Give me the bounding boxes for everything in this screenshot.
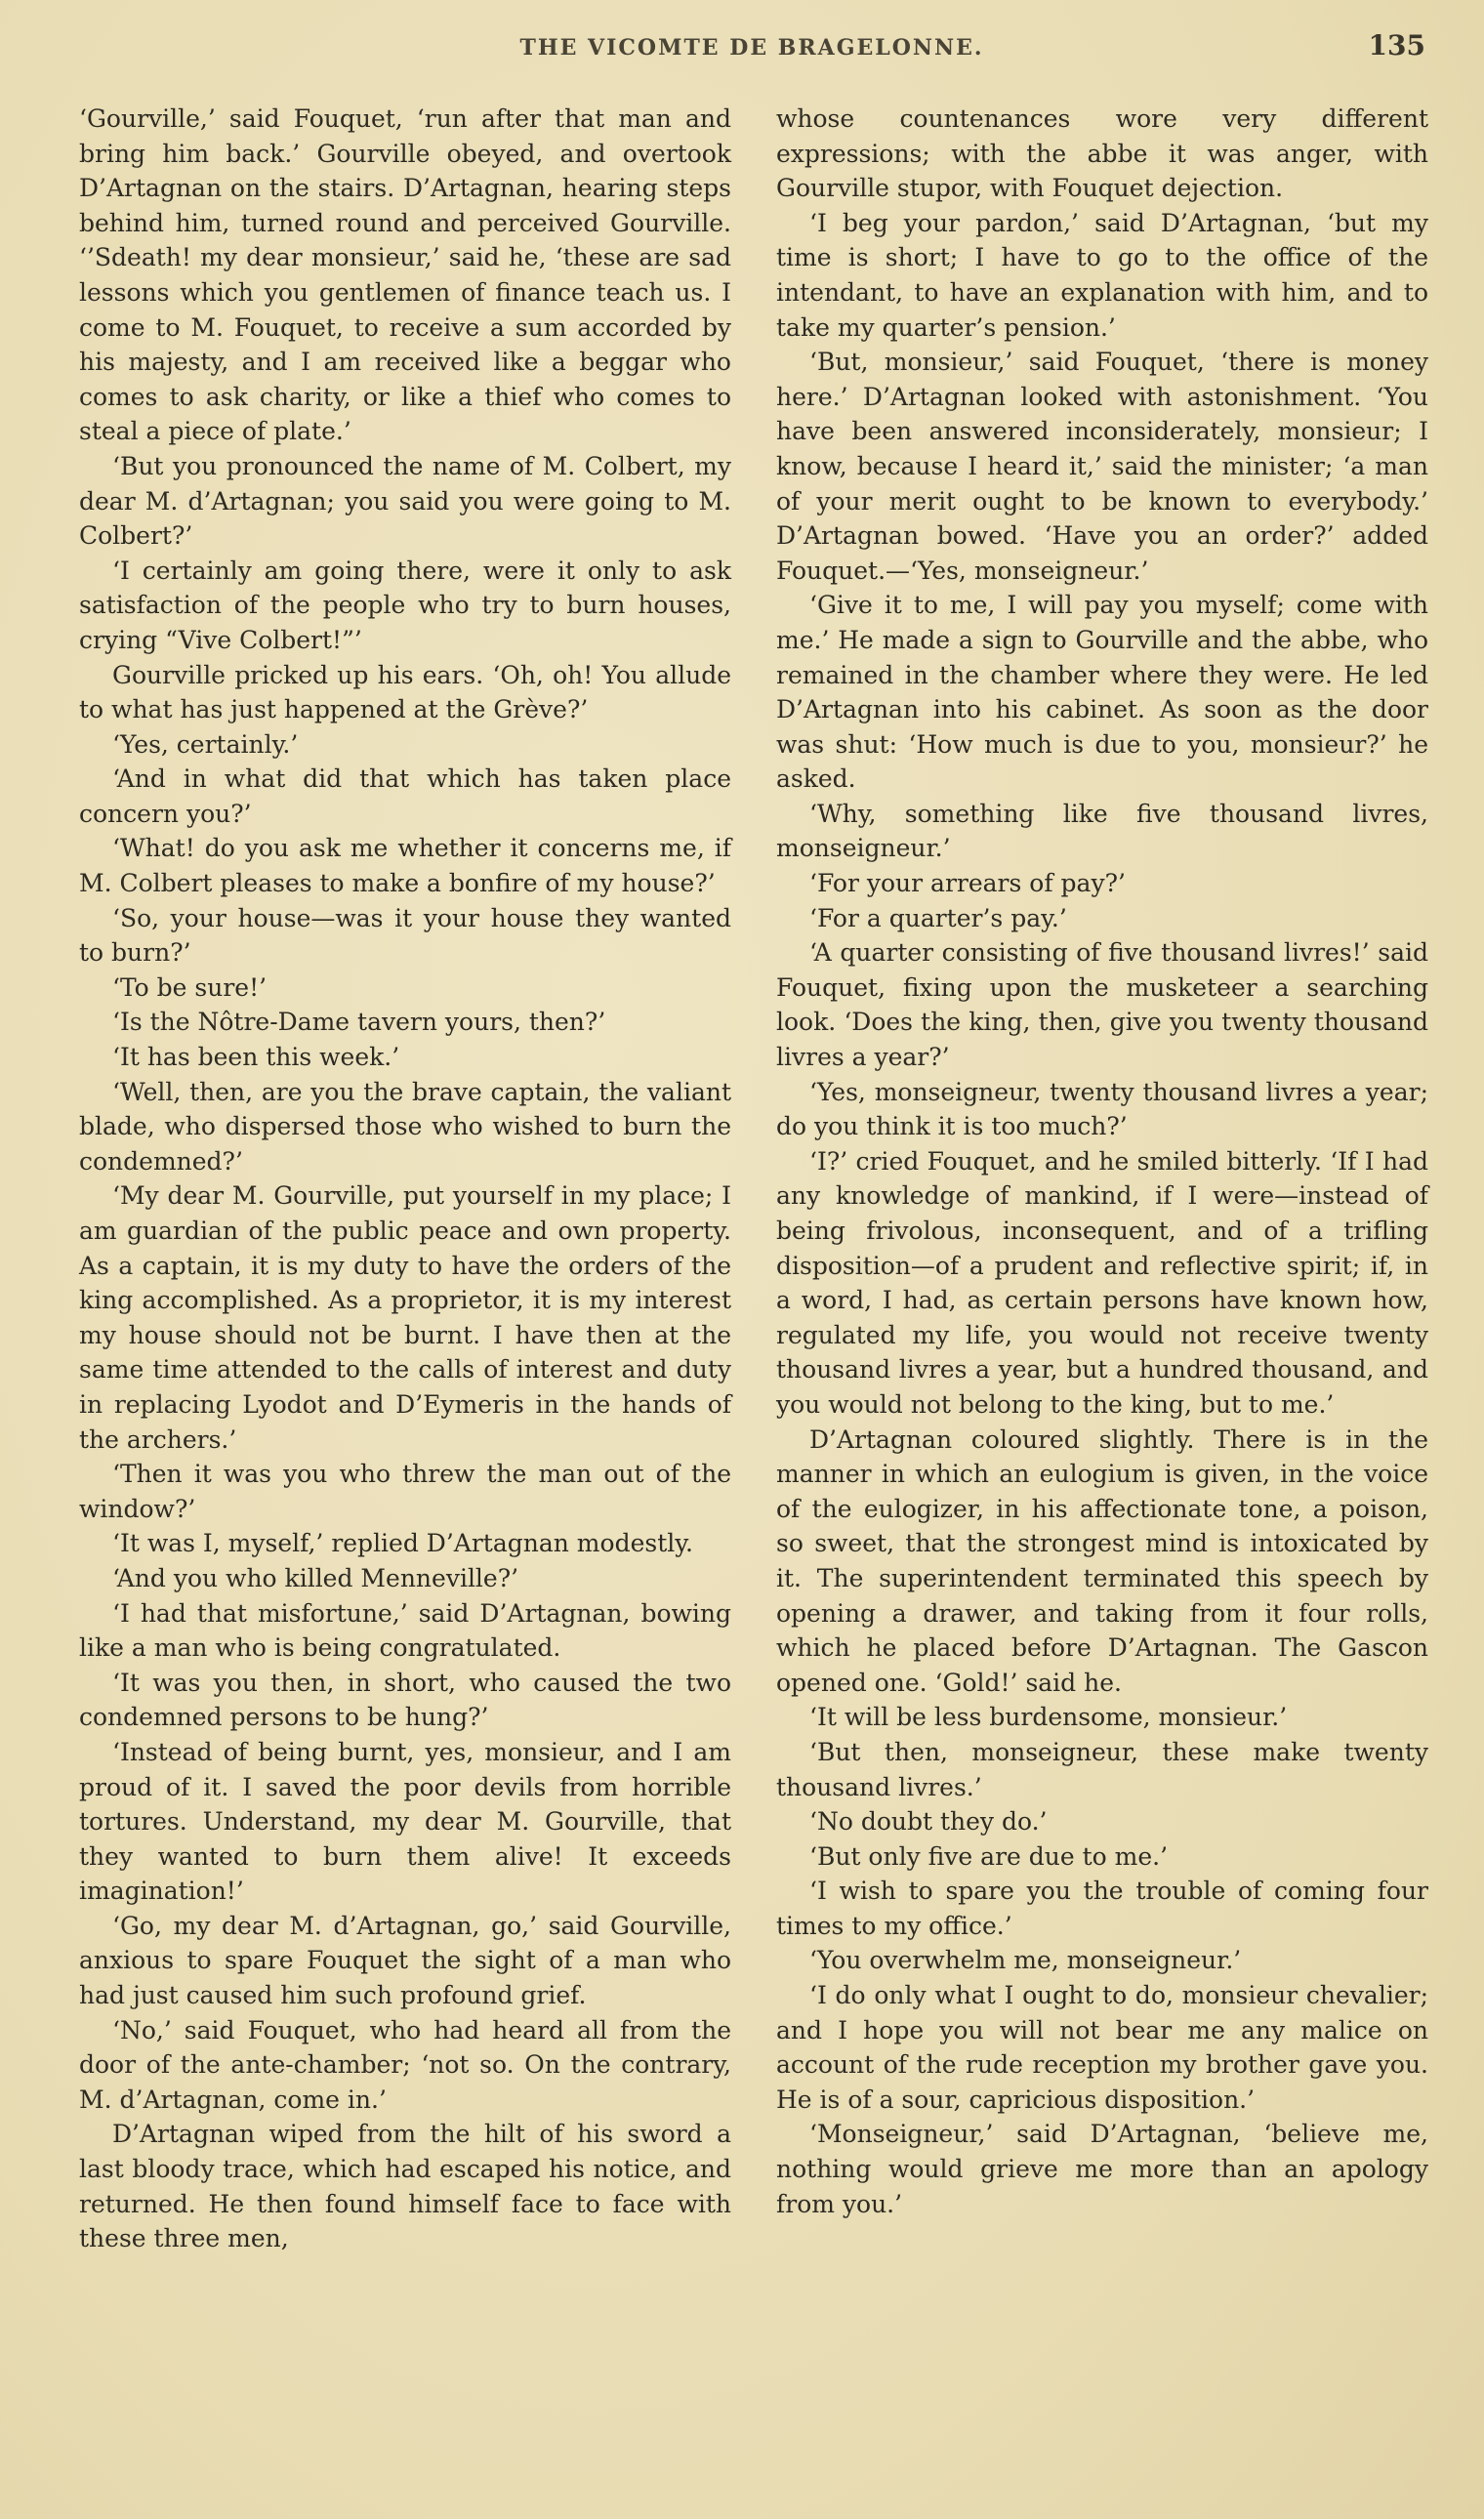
paragraph: Gourville pricked up his ears. ‘Oh, oh! You allude to what has just happened at the Grève?’ [79,660,731,724]
paragraph: ‘I?’ cried Fouquet, and he smiled bitterly. ‘If I had any knowledge of mankind, if I were—instead of being frivolous, inconsequent, and of a trifling disposition—of a prudent and reflective spirit; if, in a word, I had, as certain persons have known how, regulated my life, you would not receive twenty thousand livres a year, but a hundred thousand, and you would not belong to the king, but to me.’ [776,1146,1428,1419]
paragraph: ‘But, monsieur,’ said Fouquet, ‘there is money here.’ D’Artagnan looked with astonishment. ‘You have been answered inconsiderately, monsieur; I know, because I heard it,’ said the minister; ‘a man of your merit ought to be known to everybody.’ D’Artagnan bowed. ‘Have you an order?’ added Fouquet.—‘Yes, monseigneur.’ [776,348,1428,585]
paragraph: ‘Is the Nôtre-Dame tavern yours, then?’ [112,1008,606,1037]
paragraph: ‘Why, something like five thousand livres, monseigneur.’ [776,799,1428,863]
paragraph: ‘It was I, myself,’ replied D’Artagnan modestly. [112,1529,693,1558]
paragraph: ‘But then, monseigneur, these make twenty thousand livres.’ [776,1737,1428,1801]
paragraph: ‘I wish to spare you the trouble of coming four times to my office.’ [776,1877,1428,1940]
paragraph: ‘But you pronounced the name of M. Colbert, my dear M. d’Artagnan; you said you were going to M. Colbert?’ [79,451,731,551]
paragraph: ‘For your arrears of pay?’ [809,869,1126,898]
right-column [776,102,1428,2221]
paragraph: ‘I do only what I ought to do, monsieur chevalier; and I hope you will not bear me any malice on account of the rude reception my brother gave you. He is of a sour, capricious disposition.’ [776,1981,1428,2114]
paragraph: ‘Give it to me, I will pay you myself; come with me.’ He made a sign to Gourville and the abbe, who remained in the chamber where they were. He led D’Artagnan into his cabinet. As soon as the door was shut: ‘How much is due to you, monsieur?’ he asked. [776,591,1428,794]
paragraph: ‘Go, my dear M. d’Artagnan, go,’ said Gourville, anxious to spare Fouquet the sight of a man who had just caused him such profound grief. [79,1911,731,2010]
paragraph: ‘So, your house—was it your house they wanted to burn?’ [79,903,731,968]
paragraph: ‘Yes, monseigneur, twenty thousand livres a year; do you think it is too much?’ [776,1077,1428,1141]
paragraph: ‘My dear M. Gourville, put yourself in my place; I am guardian of the public peace and own property. As a captain, it is my duty to have the orders of the king accomplished. As a proprietor, it is my interest my house should not be burnt. I have then at the same time attended to the calls of interest and duty in replacing Lyodot and D’Eymeris in the hands of the archers.’ [79,1181,731,1454]
paragraph: whose countenances wore very different expressions; with the abbe it was anger, with Gourville stupor, with Fouquet dejection. [776,104,1428,203]
paragraph: ‘Monseigneur,’ said D’Artagnan, ‘believe me, nothing would grieve me more than an apology from you.’ [776,2120,1428,2218]
paragraph: ‘A quarter consisting of five thousand livres!’ said Fouquet, fixing upon the musketeer a searching look. ‘Does the king, then, give you twenty thousand livres a year?’ [776,938,1428,1072]
running-title: THE VICOMTE DE BRAGELONNE. [519,35,984,61]
paragraph: ‘To be sure!’ [112,972,268,1002]
paragraph: D’Artagnan wiped from the hilt of his sword a last bloody trace, which had escaped his notice, and returned. He then found himself face to face with these three men, [79,2120,731,2253]
paragraph: ‘Well, then, are you the brave captain, the valiant blade, who dispersed those who wished to burn the condemned?’ [79,1077,731,1176]
paragraph: ‘It has been this week.’ [112,1043,400,1072]
paragraph: ‘It was you then, in short, who caused the two condemned persons to be hung?’ [79,1668,731,1732]
paragraph: ‘But only five are due to me.’ [809,1841,1169,1871]
paragraph: ‘It will be less burdensome, monsieur.’ [809,1703,1288,1732]
left-column [79,102,731,2256]
paragraph: ‘Yes, certainly.’ [112,729,299,759]
paragraph: ‘For a quarter’s pay.’ [809,903,1067,932]
paragraph: D’Artagnan coloured slightly. There is in the manner in which an eulogium is given, in the voice of the eulogizer, in his affectionate tone, a poison, so sweet, that the strongest mind is intoxicated by it. The superintendent terminated this speech by opening a drawer, and taking from it four rolls, which he placed before D’Artagnan. The Gascon opened one. ‘Gold!’ said he. [776,1425,1428,1697]
paragraph: ‘No doubt they do.’ [809,1807,1048,1837]
paragraph: ‘What! do you ask me whether it concerns me, if M. Colbert pleases to make a bonfire of my house?’ [79,834,731,898]
paragraph: ‘And you who killed Menneville?’ [112,1563,519,1592]
paragraph: ‘No,’ said Fouquet, who had heard all from the door of the ante-chamber; ‘not so. On the contrary, M. d’Artagnan, come in.’ [79,2015,731,2114]
paragraph: ‘And in what did that which has taken place concern you?’ [79,764,731,828]
paragraph: ‘Gourville,’ said Fouquet, ‘run after that man and bring him back.’ Gourville obeyed, and overtook D’Artagnan on the stairs. D’Artagnan, hearing steps behind him, turned round and perceived Gourville. ‘’Sdeath! my dear monsieur,’ said he, ‘these are sad lessons which you gentlemen of finance teach us. I come to M. Fouquet, to receive a sum accorded by his majesty, and I am received like a beggar who comes to ask charity, or like a thief who comes to steal a piece of plate.’ [79,104,731,446]
paragraph: ‘I had that misfortune,’ said D’Artagnan, bowing like a man who is being congratulated. [79,1598,731,1663]
paragraph: ‘I certainly am going there, were it only to ask satisfaction of the people who try to burn houses, crying “Vive Colbert!”’ [79,556,731,654]
page-number: 135 [1368,29,1425,62]
paragraph: ‘You overwhelm me, monseigneur.’ [809,1946,1242,1975]
paragraph: ‘I beg your pardon,’ said D’Artagnan, ‘but my time is short; I have to go to the office of the intendant, to have an explanation with him, and to take my quarter’s pension.’ [776,208,1428,342]
paragraph: ‘Instead of being burnt, yes, monsieur, and I am proud of it. I saved the poor devils from horrible tortures. Understand, my dear M. Gourville, that they wanted to burn them alive! It exceeds imagination!’ [79,1737,731,1906]
page-header [78,25,1425,74]
paragraph: ‘Then it was you who threw the man out of the window?’ [79,1460,731,1523]
